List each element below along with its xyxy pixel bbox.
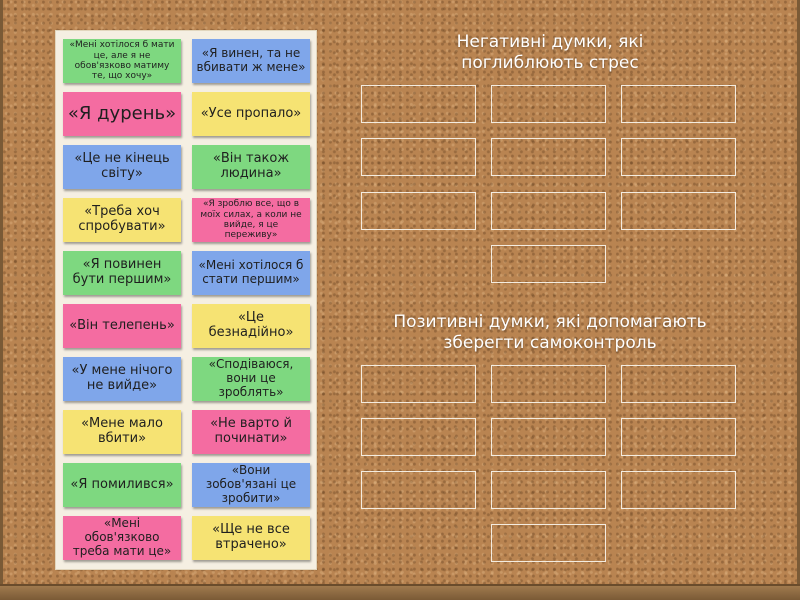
card-13[interactable]: «У мене нічого не вийде» <box>63 357 181 401</box>
negative-slot[interactable] <box>361 85 476 123</box>
card-14[interactable]: «Сподіваюся, вони це зроблять» <box>192 357 310 401</box>
negative-slot[interactable] <box>621 192 736 230</box>
negative-slot[interactable] <box>621 85 736 123</box>
board-frame-bottom <box>0 584 800 600</box>
positive-slot[interactable] <box>361 418 476 456</box>
positive-slot[interactable] <box>621 471 736 509</box>
negative-slot[interactable] <box>361 192 476 230</box>
card-tray <box>55 30 317 570</box>
card-11[interactable]: «Він телепень» <box>63 304 181 348</box>
positive-slot[interactable] <box>621 418 736 456</box>
positive-slot[interactable] <box>491 418 606 456</box>
card-16[interactable]: «Не варто й починати» <box>192 410 310 454</box>
card-12[interactable]: «Це безнадійно» <box>192 304 310 348</box>
card-3[interactable]: «Я дурень» <box>63 92 181 136</box>
positive-slot[interactable] <box>491 471 606 509</box>
negative-slot[interactable] <box>491 138 606 176</box>
negative-slot[interactable] <box>361 138 476 176</box>
card-5[interactable]: «Це не кінець світу» <box>63 145 181 189</box>
negative-slot[interactable] <box>491 245 606 283</box>
card-15[interactable]: «Мене мало вбити» <box>63 410 181 454</box>
negative-slot[interactable] <box>491 85 606 123</box>
positive-slot[interactable] <box>361 471 476 509</box>
card-7[interactable]: «Треба хоч спробувати» <box>63 198 181 242</box>
card-19[interactable]: «Мені обов'язково треба мати це» <box>63 516 181 560</box>
board-frame-left <box>0 0 3 600</box>
card-9[interactable]: «Я повинен бути першим» <box>63 251 181 295</box>
positive-group-title: Позитивні думки, які допомагають зберегти самоконтроль <box>393 312 707 353</box>
negative-slot[interactable] <box>621 138 736 176</box>
card-20[interactable]: «Ще не все втрачено» <box>192 516 310 560</box>
card-4[interactable]: «Усе пропало» <box>192 92 310 136</box>
card-17[interactable]: «Я помилився» <box>63 463 181 507</box>
positive-slot[interactable] <box>621 365 736 403</box>
card-6[interactable]: «Він також людина» <box>192 145 310 189</box>
positive-slot[interactable] <box>361 365 476 403</box>
positive-slot[interactable] <box>491 524 606 562</box>
card-1[interactable]: «Мені хотілося б мати це, але я не обов'язково матиму те, що хочу» <box>63 39 181 83</box>
positive-slot[interactable] <box>491 365 606 403</box>
negative-slot[interactable] <box>491 192 606 230</box>
card-10[interactable]: «Мені хотілося б стати першим» <box>192 251 310 295</box>
negative-group-title: Негативні думки, які поглиблюють стрес <box>456 32 644 73</box>
card-18[interactable]: «Вони зобов'язані це зробити» <box>192 463 310 507</box>
card-8[interactable]: «Я зроблю все, що в моїх силах, а коли не вийде, я це переживу» <box>192 198 310 242</box>
card-2[interactable]: «Я винен, та не вбивати ж мене» <box>192 39 310 83</box>
